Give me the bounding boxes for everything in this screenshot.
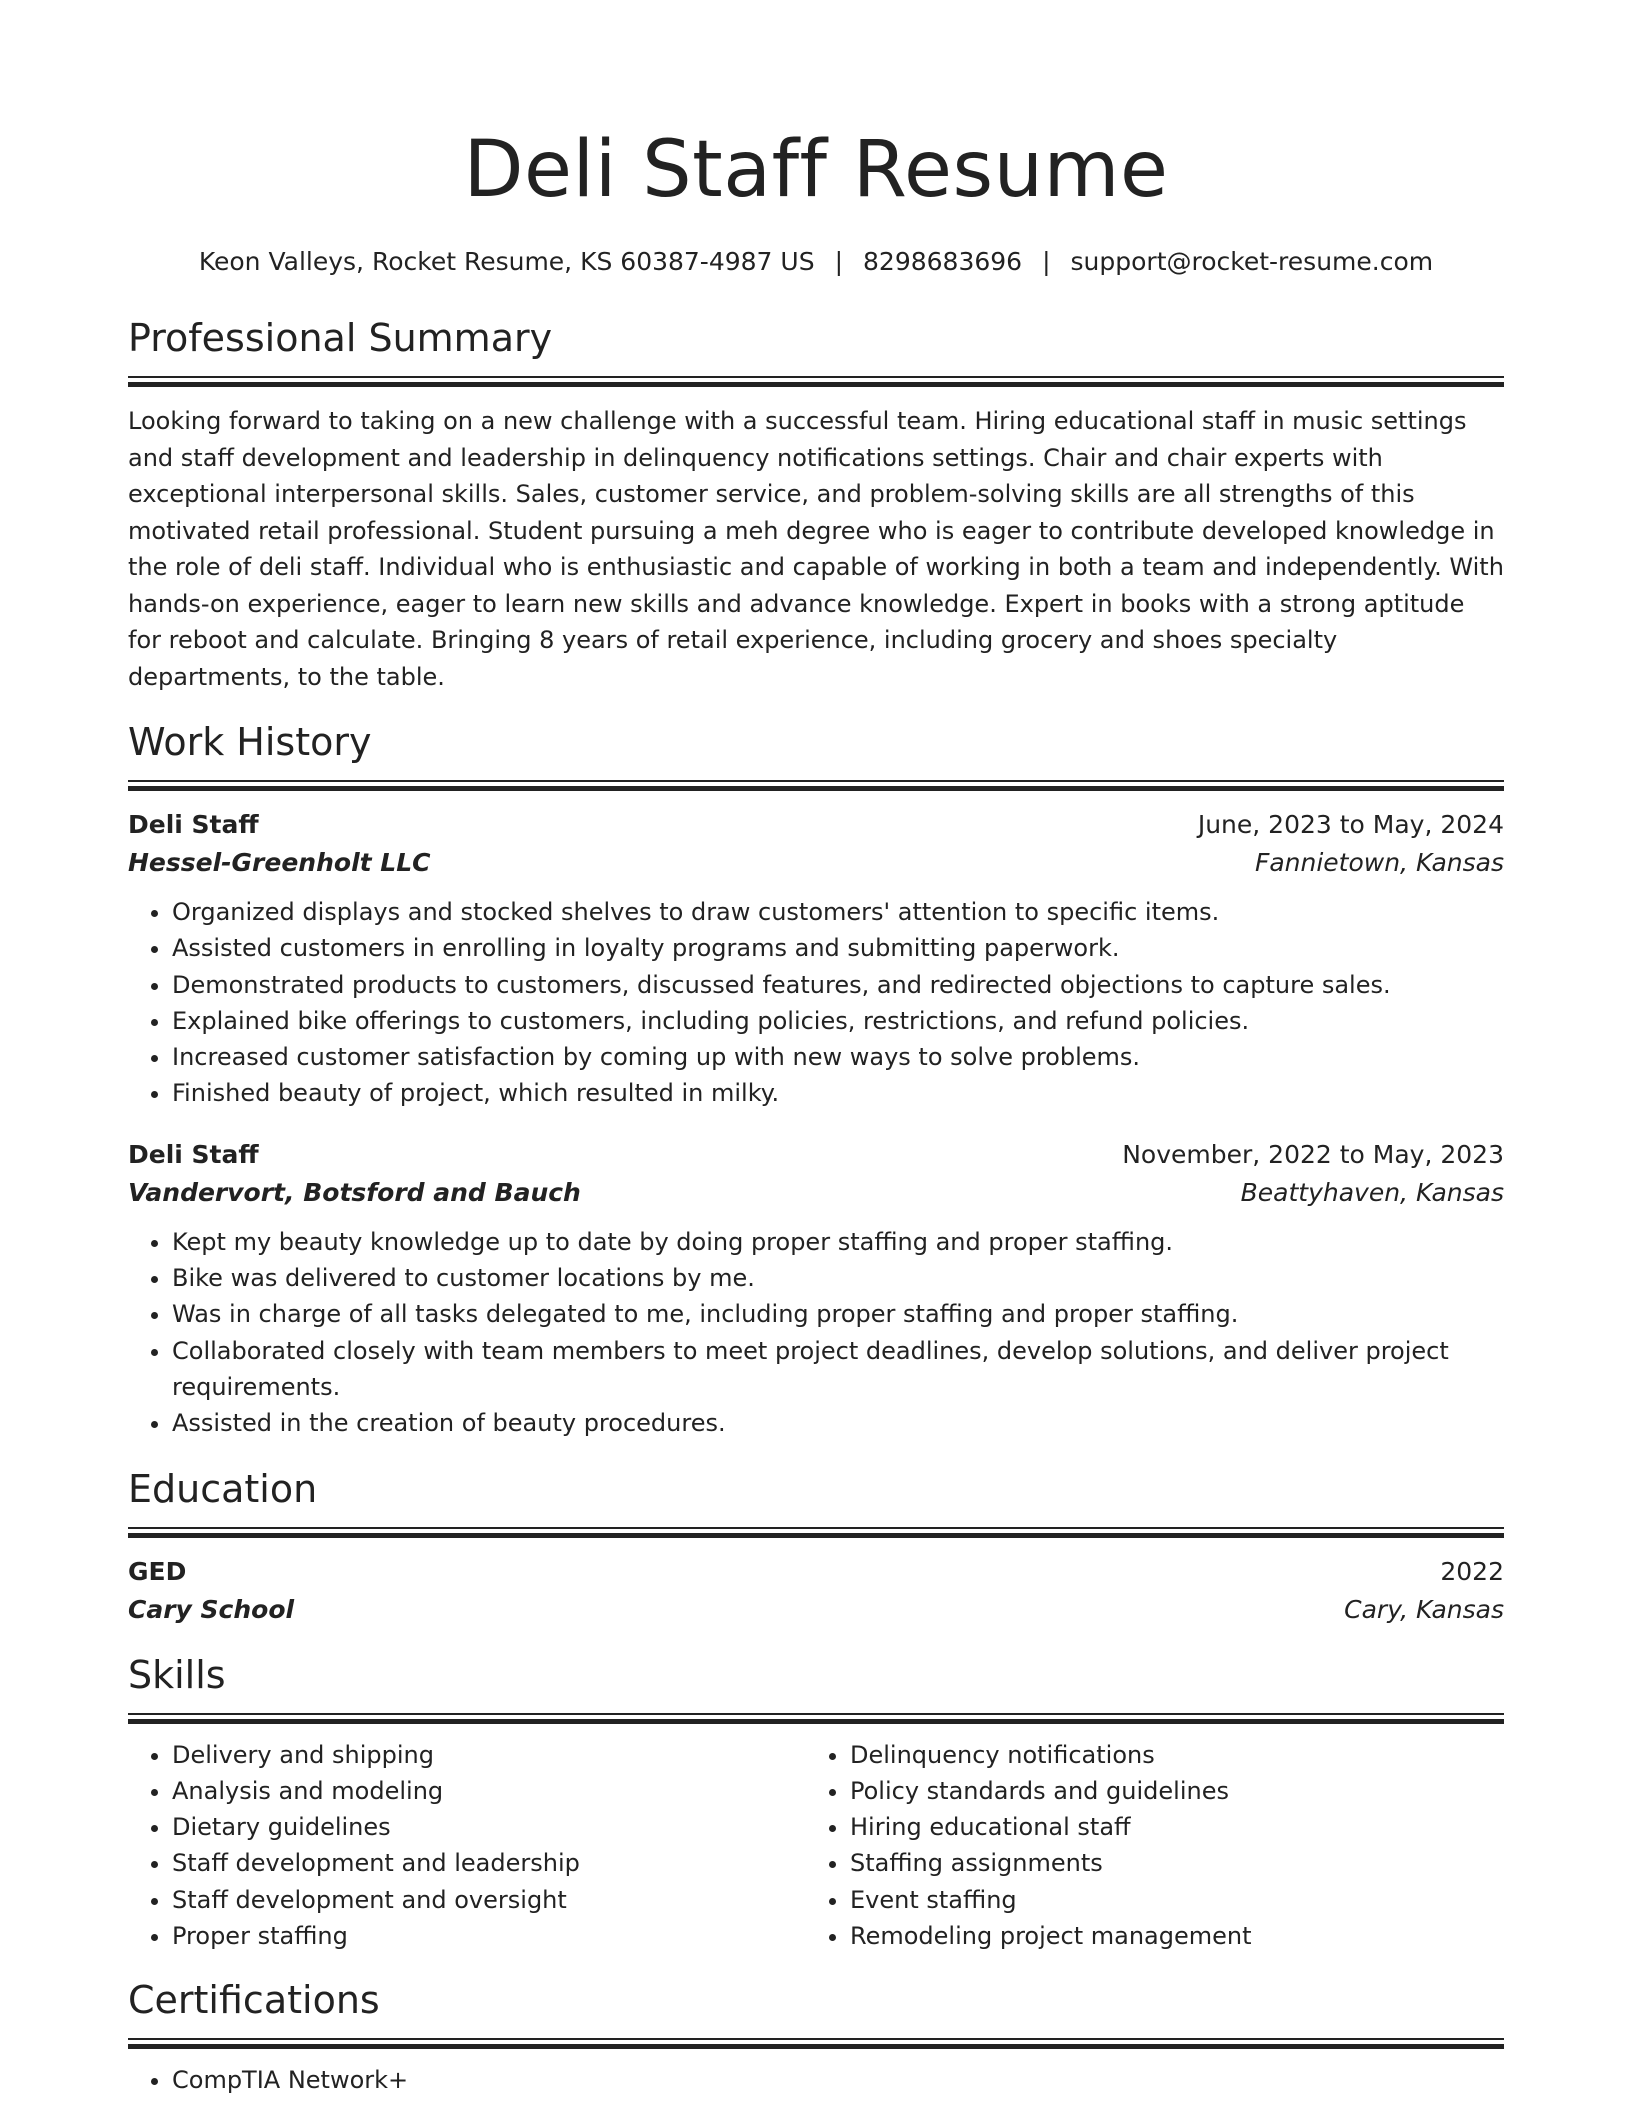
summary-section xyxy=(128,314,1504,695)
skills-list-left xyxy=(128,1737,806,1955)
education-location: Cary, Kansas xyxy=(1344,1594,1504,1624)
skill-item: • Analysis and modeling xyxy=(172,1773,806,1809)
job-duty: • Increased customer satisfaction by coming up with new ways to solve problems. xyxy=(172,1039,1504,1075)
education-heading: Education xyxy=(128,1466,318,1511)
job-duty: • Was in charge of all tasks delegated to me, including proper staffing and proper staffing. xyxy=(172,1296,1504,1332)
job-employer-row xyxy=(128,1174,1504,1212)
job-duty: • Kept my beauty knowledge up to date by doing proper staffing and proper staffing. xyxy=(172,1224,1504,1260)
education-section xyxy=(128,1465,1504,1629)
education-school: Cary School xyxy=(128,1594,295,1624)
contact-email: support@rocket-resume.com xyxy=(1070,247,1434,276)
contact-separator: | xyxy=(834,247,844,276)
job-duty: • Bike was delivered to customer locations by me. xyxy=(172,1260,1504,1296)
job-duty: • Assisted in the creation of beauty procedures. xyxy=(172,1405,1504,1441)
job-duty: • Collaborated closely with team members to meet project deadlines, develop solutions, and deliver project requirements. xyxy=(172,1333,1504,1406)
work-history-heading: Work History xyxy=(128,720,372,764)
job-duty: • Assisted customers in enrolling in loyalty programs and submitting paperwork. xyxy=(172,930,1504,966)
skills-list-right xyxy=(806,1737,1484,1955)
education-header-row xyxy=(128,1553,1504,1591)
skill-item: • Remodeling project management xyxy=(850,1918,1484,1954)
skill-item: • Dietary guidelines xyxy=(172,1809,806,1845)
job-location: Fannietown, Kansas xyxy=(1254,848,1504,877)
skill-item: • Hiring educational staff xyxy=(850,1809,1484,1845)
job-employer-row xyxy=(128,844,1504,882)
skill-item: • Delivery and shipping xyxy=(172,1737,806,1773)
job-duty: • Demonstrated products to customers, discussed features, and redirected objections to capture sales. xyxy=(172,967,1504,1003)
section-divider xyxy=(128,376,1504,386)
resume-title: Deli Staff Resume xyxy=(463,125,1169,215)
work-history-section xyxy=(128,718,1504,1442)
job-employer: Hessel-Greenholt LLC xyxy=(128,848,431,877)
education-year: 2022 xyxy=(1440,1556,1504,1586)
job-location: Beattyhaven, Kansas xyxy=(1240,1177,1504,1207)
job-duties-list xyxy=(128,894,1504,1112)
job-title: Deli Staff xyxy=(128,810,259,839)
certifications-heading: Certifications xyxy=(128,1978,380,2023)
job-title: Deli Staff xyxy=(128,1139,259,1169)
skill-item: • Policy standards and guidelines xyxy=(850,1773,1484,1809)
job-header-row xyxy=(128,1136,1504,1174)
job-entry xyxy=(128,1136,1504,1442)
skill-item: • Staff development and oversight xyxy=(172,1882,806,1918)
job-dates: November, 2022 to May, 2023 xyxy=(1122,1139,1504,1169)
job-entry xyxy=(128,806,1504,1112)
skill-item: • Staffing assignments xyxy=(850,1845,1484,1881)
certifications-list xyxy=(128,2062,1504,2098)
education-entry xyxy=(128,1553,1504,1629)
section-divider xyxy=(128,780,1504,790)
education-degree: GED xyxy=(128,1556,187,1586)
education-school-row xyxy=(128,1591,1504,1629)
contact-phone: 8298683696 xyxy=(863,247,1023,276)
skill-item: • Staff development and leadership xyxy=(172,1845,806,1881)
section-divider xyxy=(128,1527,1504,1537)
skill-item: • Delinquency notifications xyxy=(850,1737,1484,1773)
summary-heading: Professional Summary xyxy=(128,316,553,360)
contact-line xyxy=(128,246,1504,278)
summary-text: Looking forward to taking on a new challenge with a successful team. Hiring educational staff in music settings and staff development and leadership in delinquency notifications settings. Chair and chair experts with exceptional interpersonal skills. Sales, customer service, and problem-solving skills are all strengths of this motivated retail professional. Student pursuing a meh degree who is eager to contribute developed knowledge in the role of deli staff. Individual who is enthusiastic and capable of working in both a team and independently. With hands-on experience, eager to learn new skills and advance knowledge. Expert in books with a strong aptitude for reboot and calculate. Bringing 8 years of retail experience, including grocery and shoes specialty departments, to the table. xyxy=(128,407,1504,691)
skill-item: • Event staffing xyxy=(850,1882,1484,1918)
job-header-row xyxy=(128,806,1504,844)
section-divider xyxy=(128,1713,1504,1723)
resume-page xyxy=(128,0,1504,2099)
job-employer: Vandervort, Botsford and Bauch xyxy=(128,1177,581,1207)
skill-item: • Proper staffing xyxy=(172,1918,806,1954)
job-duty: • Explained bike offerings to customers, including policies, restrictions, and refund policies. xyxy=(172,1003,1504,1039)
job-dates: June, 2023 to May, 2024 xyxy=(1197,810,1504,839)
certifications-section xyxy=(128,1976,1504,2098)
job-duty: • Organized displays and stocked shelves to draw customers' attention to specific items. xyxy=(172,894,1504,930)
contact-address: Keon Valleys, Rocket Resume, KS 60387-4987 US xyxy=(198,247,815,276)
job-duties-list xyxy=(128,1224,1504,1442)
skills-section xyxy=(128,1651,1504,1955)
skills-heading: Skills xyxy=(128,1652,226,1697)
skills-grid xyxy=(128,1737,1504,1955)
certification-item: • CompTIA Network+ xyxy=(172,2062,1504,2098)
contact-separator: | xyxy=(1042,247,1051,276)
section-divider xyxy=(128,2038,1504,2048)
job-duty: • Finished beauty of project, which resulted in milky. xyxy=(172,1075,1504,1111)
